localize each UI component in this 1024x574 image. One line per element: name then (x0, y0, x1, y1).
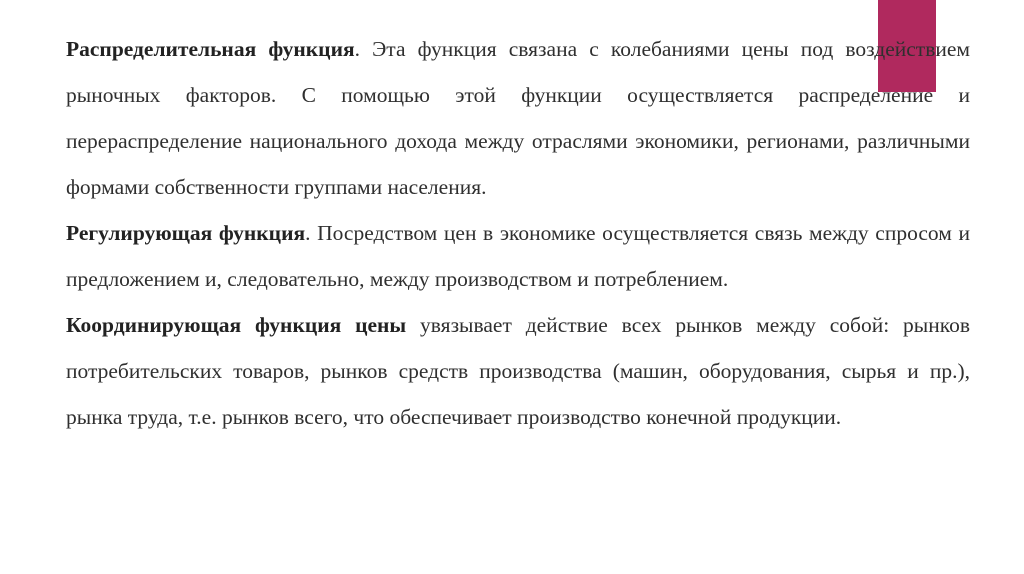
paragraph-heading-regulating: Регулирующая функция (66, 221, 306, 245)
paragraph-text-coordinating: увязывает действие всех рынков между собой: рынков потребительских товаров, рынков средств производства (машин, оборудования, сырья и пр.), рынка труда, т.е. рынков всего, что обеспечивает производство конечной продукции. (66, 313, 970, 429)
slide-content (66, 26, 970, 440)
paragraph-heading-distribution: Распределительная функция (66, 37, 355, 61)
paragraph-text-distribution: . Эта функция связана с колебаниями цены под воздействием рыночных факторов. С помощью этой функции осуществляется распределение и перераспределение национального дохода между отраслями экономики, регионами, различными формами собственности группами населения. (66, 37, 970, 199)
paragraph-text-regulating: . Посредством цен в экономике осуществляется связь между спросом и предложением и, следовательно, между производством и потреблением. (66, 221, 970, 291)
paragraph-coordinating-function (66, 302, 970, 440)
paragraph-regulating-function (66, 210, 970, 302)
paragraph-heading-coordinating: Координирующая функция цены (66, 313, 407, 337)
paragraph-distribution-function (66, 26, 970, 210)
